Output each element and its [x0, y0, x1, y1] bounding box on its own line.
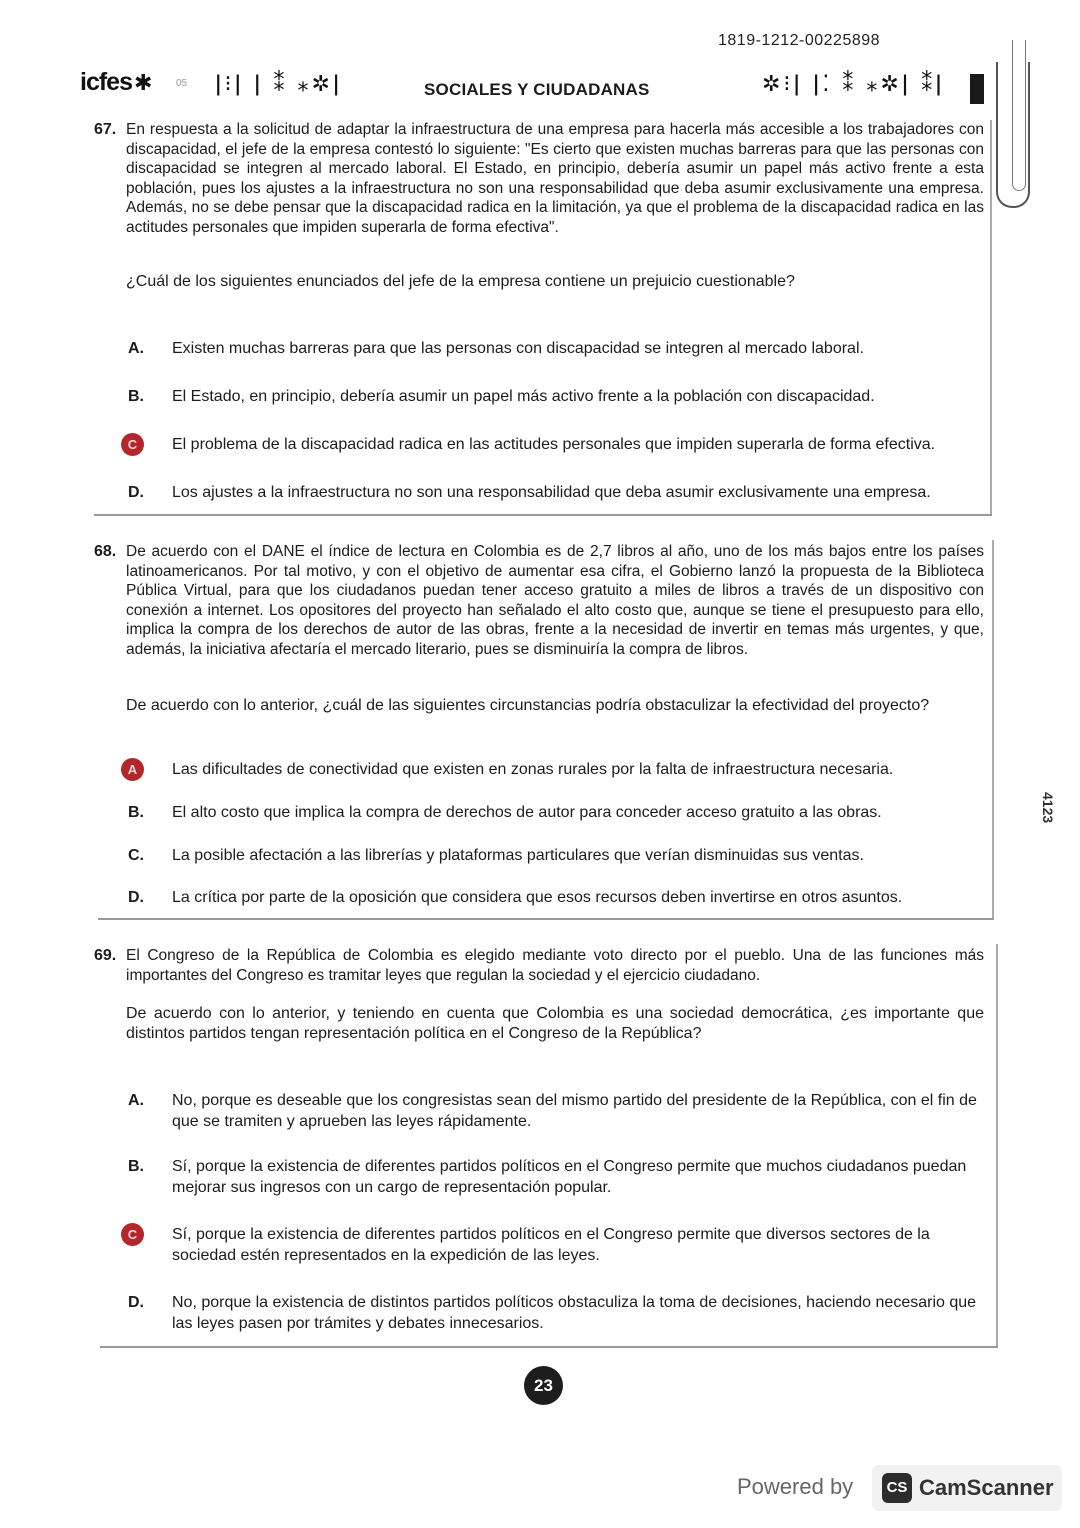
header-barcode-block	[970, 74, 984, 104]
document-code: 1819-1212-00225898	[718, 32, 881, 49]
question-69	[94, 946, 984, 1342]
question-prompt: De acuerdo con lo anterior, y teniendo en cuenta que Colombia es una sociedad democrática, ¿es importante que distintos partidos tengan representación política en el Congreso de la República?	[126, 1005, 984, 1042]
question-67	[94, 120, 984, 510]
section-title: SOCIALES Y CIUDADANAS	[424, 80, 650, 99]
question-number: 67.	[94, 121, 117, 138]
question-number: 68.	[94, 543, 117, 560]
header-decoration-left: ǀ⁝ǀ ǀ ⁑ ⁎✲ǀ	[215, 72, 343, 97]
side-code: 4123	[1040, 792, 1056, 824]
right-border	[992, 540, 994, 918]
form-number: 05	[176, 78, 188, 89]
header-decoration-right: ✲⁝ǀ ǀ⁚ ⁑ ⁎✲ǀ ⁑ǀ	[762, 72, 945, 97]
paper-clip-inner	[1012, 40, 1026, 191]
option-text: No, porque la existencia de distintos partidos políticos obstaculiza la toma de decisiones, haciendo necesario que las leyes pasen por trámites y debates innecesarios.	[172, 1294, 977, 1332]
option-letter: B.	[128, 388, 144, 405]
selected-answer-mark: C	[121, 433, 144, 456]
option-text: Las dificultades de conectividad que existen en zonas rurales por la falta de infraestructura necesaria.	[172, 761, 894, 778]
camscanner-name: CamScanner	[919, 1475, 1054, 1500]
question-stem	[94, 120, 984, 237]
question-text: El Congreso de la República de Colombia es elegido mediante voto directo por el pueblo. Una de las funciones más importantes del Congreso es tramitar leyes que regulan la sociedad y el ejercicio ciudadano.	[126, 947, 984, 984]
camscanner-logo-icon: CS	[882, 1473, 912, 1503]
question-stem	[94, 946, 984, 985]
option-letter: C.	[128, 847, 144, 864]
question-stem	[94, 542, 984, 659]
question-text: En respuesta a la solicitud de adaptar la infraestructura de una empresa para hacerla más accesible a los trabajadores con discapacidad, el jefe de la empresa contestó lo siguiente: "Es cierto que existen muchas barreras para que las personas con discapacidad se integren al mercado laboral. El Estado, en principio, debería asumir un papel más activo frente a esta población, pues los ajustes a la infraestructura no son una responsabilidad que deba asumir exclusivamente una empresa. Además, no se debe pensar que la discapacidad radica en la limitación, ya que el problema de la discapacidad radica en las actitudes personales que impiden superarla de forma efectiva".	[126, 121, 984, 236]
icfes-logo: icfes✱	[80, 68, 152, 96]
question-68	[94, 542, 984, 912]
section-divider	[98, 918, 994, 920]
option-letter: D.	[128, 889, 144, 906]
option-letter: D.	[128, 484, 144, 501]
powered-by-text: Powered by	[737, 1474, 854, 1499]
option-text: Sí, porque la existencia de diferentes partidos políticos en el Congreso permite que diversos sectores de la sociedad estén representados en la expedición de las leyes.	[172, 1226, 930, 1264]
question-prompt: ¿Cuál de los siguientes enunciados del jefe de la empresa contiene un prejuicio cuestionable?	[126, 273, 795, 290]
selected-answer-mark: A	[121, 758, 144, 781]
option-letter: B.	[128, 804, 144, 821]
option-letter: B.	[128, 1158, 144, 1175]
option-text: El problema de la discapacidad radica en las actitudes personales que impiden superarla de forma efectiva.	[172, 436, 936, 453]
option-text: No, porque es deseable que los congresistas sean del mismo partido del presidente de la República, con el fin de que se tramiten y aprueben las leyes rápidamente.	[172, 1092, 977, 1130]
option-text: Existen muchas barreras para que las personas con discapacidad se integren al mercado laboral.	[172, 340, 864, 357]
right-border	[990, 120, 992, 514]
icfes-logo-mark: ✱	[133, 70, 152, 95]
option-text: Los ajustes a la infraestructura no son una responsabilidad que deba asumir exclusivamente una empresa.	[172, 484, 931, 501]
option-letter: D.	[128, 1294, 144, 1311]
option-text: El Estado, en principio, debería asumir un papel más activo frente a la población con discapacidad.	[172, 388, 875, 405]
page-number: 23	[524, 1366, 563, 1405]
option-letter: A.	[128, 1092, 144, 1109]
option-text: La posible afectación a las librerías y plataformas particulares que verían disminuidas sus ventas.	[172, 847, 864, 864]
option-text: El alto costo que implica la compra de derechos de autor para conceder acceso gratuito a las obras.	[172, 804, 882, 821]
option-text: Sí, porque la existencia de diferentes partidos políticos en el Congreso permite que muchos ciudadanos puedan mejorar sus ingresos con un cargo de representación popular.	[172, 1158, 967, 1196]
right-border	[996, 944, 998, 1346]
option-text: La crítica por parte de la oposición que considera que esos recursos deben invertirse en otros asuntos.	[172, 889, 903, 906]
question-prompt: De acuerdo con lo anterior, ¿cuál de las siguientes circunstancias podría obstaculizar la efectividad del proyecto?	[126, 697, 930, 714]
selected-answer-mark: C	[121, 1223, 144, 1246]
question-number: 69.	[94, 947, 117, 964]
section-divider	[94, 514, 992, 516]
question-text: De acuerdo con el DANE el índice de lectura en Colombia es de 2,7 libros al año, uno de los más bajos entre los países latinoamericanos. Por tal motivo, y con el objetivo de aumentar esa cifra, el Gobierno lanzó la propuesta de la Biblioteca Pública Virtual, para que los ciudadanos puedan tener acceso gratuito a miles de libros a través de un dispositivo con conexión a internet. Los opositores del proyecto han señalado el alto costo que, aunque se tiene el presupuesto para ello, implica la compra de los derechos de autor de las obras, frente a la necesidad de invertir en temas más urgentes, y que, además, la iniciativa afectaría el mercado literario, pues se disminuiría la compra de libros.	[126, 543, 984, 658]
section-divider	[100, 1346, 998, 1348]
option-letter: A.	[128, 340, 144, 357]
